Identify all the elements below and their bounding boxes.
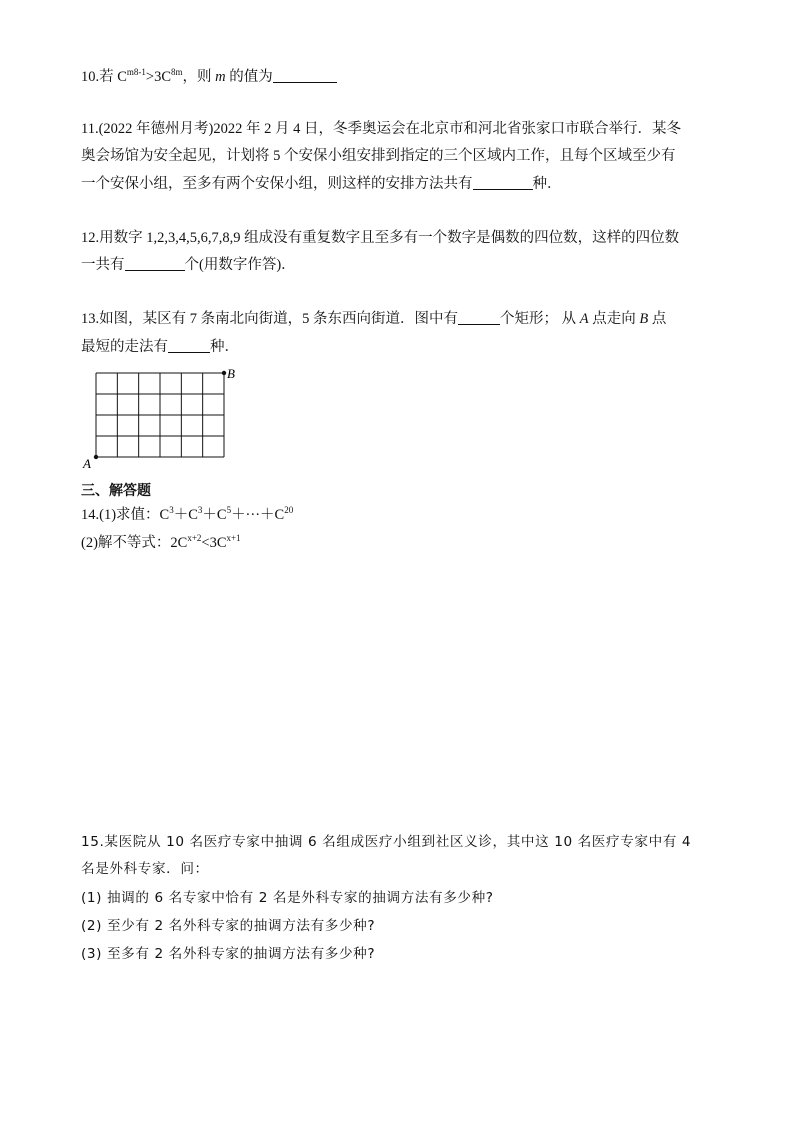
question-15-line-2: 名是外科专家．问： <box>81 861 209 877</box>
section-heading: 三、解答题 <box>81 483 151 499</box>
question-10: 10.若 $C^{m8-1}>3C^{8m}$，则 m 的值为 <box>81 67 337 87</box>
point-a-dot <box>94 455 98 459</box>
question-13-line-2: 最短的走法有 种． <box>81 339 239 355</box>
question-11-line-3: 一个安保小组，至多有两个安保小组，则这样的安排方法共有 种． <box>81 176 562 192</box>
question-14-part-2: (2)解不等式：$2C^{x+2}<3C^{x+1}$ <box>81 533 241 551</box>
point-b-label: B <box>227 366 235 381</box>
question-14-part-1: 14.(1)求值：$C^3+C^3+C^5+\cdot\cdot\cdot+C^{20}$ <box>81 505 294 523</box>
question-15-sub-2: (2) 至少有 2 名外科专家的抽调方法有多少种? <box>81 918 376 934</box>
question-15-sub-3: (3) 至多有 2 名外科专家的抽调方法有多少种? <box>81 946 376 962</box>
question-15-line-1: 15.某医院从 10 名医疗专家中抽调 6 名组成医疗小组到社区义诊，其中这 10 名医疗专家中有 4 <box>81 834 692 850</box>
question-13-line-1: 13.如图，某区有 7 条南北向街道，5 条东西向街道．图中有 个矩形； 从 A 点走向 B 点 <box>81 311 667 327</box>
answer-blank <box>473 174 533 190</box>
question-11-line-1: 11.(2022 年德州月考)2022 年 2 月 4 日，冬季奥运会在北京市和河北省张家口市联合举行．某冬 <box>81 121 681 137</box>
answer-blank <box>125 255 185 271</box>
question-11-line-2: 奥会场馆为安全起见，计划将 5 个安保小组安排到指定的三个区域内工作，且每个区域至少有 <box>81 148 676 164</box>
answer-blank <box>273 67 337 83</box>
answer-blank <box>168 337 210 353</box>
point-b-dot <box>222 371 226 375</box>
question-15-sub-1: (1) 抽调的 6 名专家中恰有 2 名是外科专家的抽调方法有多少种? <box>81 890 494 906</box>
answer-blank <box>458 309 500 325</box>
question-12-line-1: 12.用数字 1,2,3,4,5,6,7,8,9 组成没有重复数字且至多有一个数字是偶数的四位数，这样的四位数 <box>81 230 680 246</box>
question-12-line-2: 一共有 个(用数字作答)． <box>81 257 296 273</box>
grid-lines <box>96 373 224 457</box>
street-grid-figure <box>80 364 240 472</box>
point-a-label: A <box>83 456 91 471</box>
